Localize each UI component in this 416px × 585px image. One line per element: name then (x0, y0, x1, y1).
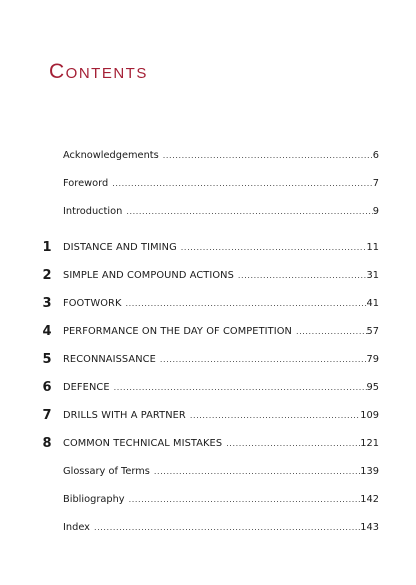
toc-entry-page: 57 (366, 326, 379, 337)
toc-entry-page: 9 (372, 206, 379, 217)
toc-entry-page: 143 (360, 522, 379, 533)
toc-entry-chapter-6[interactable] (0, 378, 416, 398)
toc-entry-chapter-1[interactable] (0, 238, 416, 258)
chapter-number: 2 (42, 268, 52, 283)
chapter-number: 5 (42, 352, 52, 367)
toc-entry-label: SIMPLE AND COMPOUND ACTIONS (63, 270, 234, 281)
toc-entry-introduction[interactable] (0, 202, 416, 222)
dot-leader (91, 518, 360, 538)
chapter-number: 3 (42, 296, 52, 311)
page-title: Contents (49, 60, 148, 83)
toc-entry-chapter-2[interactable] (0, 266, 416, 286)
toc-entry-chapter-5[interactable] (0, 350, 416, 370)
toc-entry-label: COMMON TECHNICAL MISTAKES (63, 438, 223, 449)
dot-leader (187, 406, 360, 426)
toc-entry-page: 139 (360, 466, 379, 477)
toc-entry-page: 31 (366, 270, 379, 281)
toc-entry-label: Introduction (63, 206, 123, 217)
toc-entry-page: 121 (360, 438, 379, 449)
toc-entry-label: FOOTWORK (63, 298, 122, 309)
chapter-number: 4 (42, 324, 52, 339)
toc-entry-label: Foreword (63, 178, 109, 189)
toc-entry-label: Acknowledgements (63, 150, 159, 161)
toc-entry-acknowledgements[interactable] (0, 146, 416, 166)
toc-entry-bibliography[interactable] (0, 490, 416, 510)
dot-leader (293, 322, 367, 342)
toc-entry-foreword[interactable] (0, 174, 416, 194)
dot-leader (157, 350, 367, 370)
toc-entry-chapter-7[interactable] (0, 406, 416, 426)
toc-entry-label: Index (63, 522, 90, 533)
toc-entry-page: 109 (360, 410, 379, 421)
toc-entry-chapter-3[interactable] (0, 294, 416, 314)
dot-leader (111, 378, 367, 398)
dot-leader (151, 462, 360, 482)
dot-leader (160, 146, 373, 166)
toc-entry-page: 7 (372, 178, 379, 189)
toc-entry-label: Glossary of Terms (63, 466, 150, 477)
toc-entry-label: DRILLS WITH A PARTNER (63, 410, 186, 421)
toc-entry-glossary[interactable] (0, 462, 416, 482)
dot-leader (123, 202, 372, 222)
dot-leader (122, 294, 366, 314)
toc-entry-page: 79 (366, 354, 379, 365)
toc-entry-page: 6 (372, 150, 379, 161)
toc-entry-label: PERFORMANCE ON THE DAY OF COMPETITION (63, 326, 292, 337)
toc-entry-page: 95 (366, 382, 379, 393)
toc-entry-page: 11 (366, 242, 379, 253)
toc-entry-page: 41 (366, 298, 379, 309)
chapter-number: 8 (42, 436, 52, 451)
toc-entry-chapter-8[interactable] (0, 434, 416, 454)
toc-entry-chapter-4[interactable] (0, 322, 416, 342)
dot-leader (235, 266, 367, 286)
toc-entry-label: DEFENCE (63, 382, 110, 393)
chapter-number: 1 (42, 240, 52, 255)
toc-entry-label: RECONNAISSANCE (63, 354, 156, 365)
dot-leader (126, 490, 361, 510)
dot-leader (223, 434, 360, 454)
toc-entry-label: DISTANCE AND TIMING (63, 242, 177, 253)
toc-entry-label: Bibliography (63, 494, 125, 505)
chapter-number: 6 (42, 380, 52, 395)
chapter-number: 7 (42, 408, 52, 423)
toc-entry-index[interactable] (0, 518, 416, 538)
dot-leader (109, 174, 373, 194)
dot-leader (178, 238, 367, 258)
toc-entry-page: 142 (360, 494, 379, 505)
